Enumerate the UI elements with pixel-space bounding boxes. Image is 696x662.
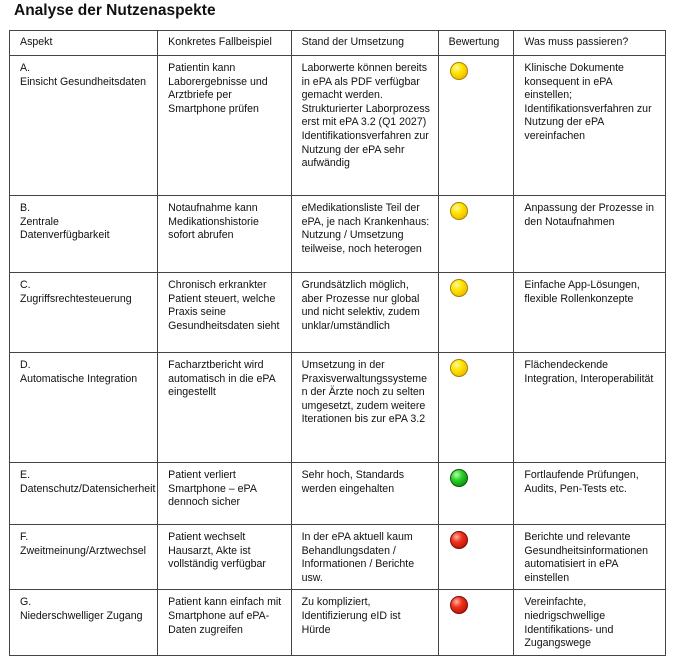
aspect-cell <box>10 196 158 273</box>
aspect-letter: F. <box>20 531 29 543</box>
rating-cell <box>438 525 514 590</box>
header-aspekt: Aspekt <box>10 31 158 56</box>
header-bewertung: Bewertung <box>438 31 514 56</box>
table-row <box>10 353 666 463</box>
rating-cell <box>438 463 514 525</box>
todo-cell: Berichte und relevante Gesundheitsinformationen automatisiert in ePA einstellen <box>514 525 666 590</box>
aspect-name: Zugriffsrechtesteuerung <box>20 292 132 305</box>
example-cell: Notaufnahme kann Medikationshistorie sofort abrufen <box>158 196 291 273</box>
example-cell: Patient kann einfach mit Smartphone auf ePA-Daten zugreifen <box>158 590 291 655</box>
aspect-cell <box>10 273 158 353</box>
status-cell: Laborwerte können bereits in ePA als PDF verfügbar gemacht werden. Strukturierter Laborprozess erst mit ePA 3.2 (Q1 2027) Identifikationsverfahren zur Nutzung der ePA sehr aufwändig <box>291 56 438 196</box>
rating-cell <box>438 196 514 273</box>
rating-traffic-light-icon <box>450 469 468 487</box>
aspect-cell <box>10 525 158 590</box>
table-row <box>10 525 666 590</box>
rating-cell <box>438 56 514 196</box>
rating-traffic-light-icon <box>450 62 468 80</box>
aspect-name: Einsicht Gesundheitsdaten <box>20 75 147 88</box>
todo-cell: Einfache App-Lösungen, flexible Rollenkonzepte <box>514 273 666 353</box>
aspect-letter: D. <box>20 359 31 371</box>
aspect-letter: B. <box>20 202 31 214</box>
aspect-letter: C. <box>20 279 31 291</box>
todo-cell: Fortlaufende Prüfungen, Audits, Pen-Tests etc. <box>514 463 666 525</box>
page-title: Analyse der Nutzenaspekte <box>14 2 216 19</box>
table-row <box>10 273 666 353</box>
rating-cell <box>438 590 514 655</box>
header-fallbeispiel: Konkretes Fallbeispiel <box>158 31 291 56</box>
rating-traffic-light-icon <box>450 359 468 377</box>
rating-traffic-light-icon <box>450 531 468 549</box>
rating-traffic-light-icon <box>450 202 468 220</box>
aspect-name: Zweitmeinung/Arztwechsel <box>20 544 146 557</box>
example-cell: Facharztbericht wird automatisch in die ePA eingestellt <box>158 353 291 463</box>
table-row <box>10 196 666 273</box>
todo-cell: Flächendeckende Integration, Interoperabilität <box>514 353 666 463</box>
header-stand: Stand der Umsetzung <box>291 31 438 56</box>
example-cell: Patientin kann Laborergebnisse und Arztbriefe per Smartphone prüfen <box>158 56 291 196</box>
rating-cell <box>438 353 514 463</box>
header-massnahmen: Was muss passieren? <box>514 31 666 56</box>
table-row <box>10 56 666 196</box>
example-cell: Patient verliert Smartphone – ePA dennoch sicher <box>158 463 291 525</box>
todo-cell: Klinische Dokumente konsequent in ePA einstellen; Identifikationsverfahren zur Nutzung der ePA vereinfachen <box>514 56 666 196</box>
aspect-letter: E. <box>20 469 31 481</box>
status-cell: Sehr hoch, Standards werden eingehalten <box>291 463 438 525</box>
aspect-name: Automatische Integration <box>20 372 138 385</box>
table-row <box>10 463 666 525</box>
aspect-name: Zentrale Datenverfügbarkeit <box>20 215 110 242</box>
status-cell: Grundsätzlich möglich, aber Prozesse nur global und nicht selektiv, zudem unklar/umständlich <box>291 273 438 353</box>
status-cell: In der ePA aktuell kaum Behandlungsdaten / Informationen / Berichte usw. <box>291 525 438 590</box>
rating-traffic-light-icon <box>450 596 468 614</box>
aspect-name: Datenschutz/Datensicherheit <box>20 482 156 495</box>
table-row <box>10 590 666 655</box>
aspect-cell <box>10 590 158 655</box>
rating-traffic-light-icon <box>450 279 468 297</box>
aspect-cell <box>10 353 158 463</box>
table-header-row <box>10 31 666 56</box>
status-cell: Umsetzung in der Praxisverwaltungssysteme n der Ärzte noch zu selten umgesetzt, zudem weitere Iterationen bis zur ePA 3.2 <box>291 353 438 463</box>
aspect-letter: A. <box>20 62 31 74</box>
todo-cell: Anpassung der Prozesse in den Notaufnahmen <box>514 196 666 273</box>
aspect-cell <box>10 463 158 525</box>
status-cell: Zu kompliziert, Identifizierung eID ist Hürde <box>291 590 438 655</box>
aspect-name: Niederschwelliger Zugang <box>20 609 143 622</box>
todo-cell: Vereinfachte, niedrigschwellige Identifikations- und Zugangswege <box>514 590 666 655</box>
example-cell: Patient wechselt Hausarzt, Akte ist vollständig verfügbar <box>158 525 291 590</box>
aspect-cell <box>10 56 158 196</box>
aspect-letter: G. <box>20 596 32 609</box>
example-cell: Chronisch erkrankter Patient steuert, welche Praxis seine Gesundheitsdaten sieht <box>158 273 291 353</box>
status-cell: eMedikationsliste Teil der ePA, je nach Krankenhaus: Nutzung / Umsetzung teilweise, noch heterogen <box>291 196 438 273</box>
analysis-table <box>9 30 666 656</box>
rating-cell <box>438 273 514 353</box>
